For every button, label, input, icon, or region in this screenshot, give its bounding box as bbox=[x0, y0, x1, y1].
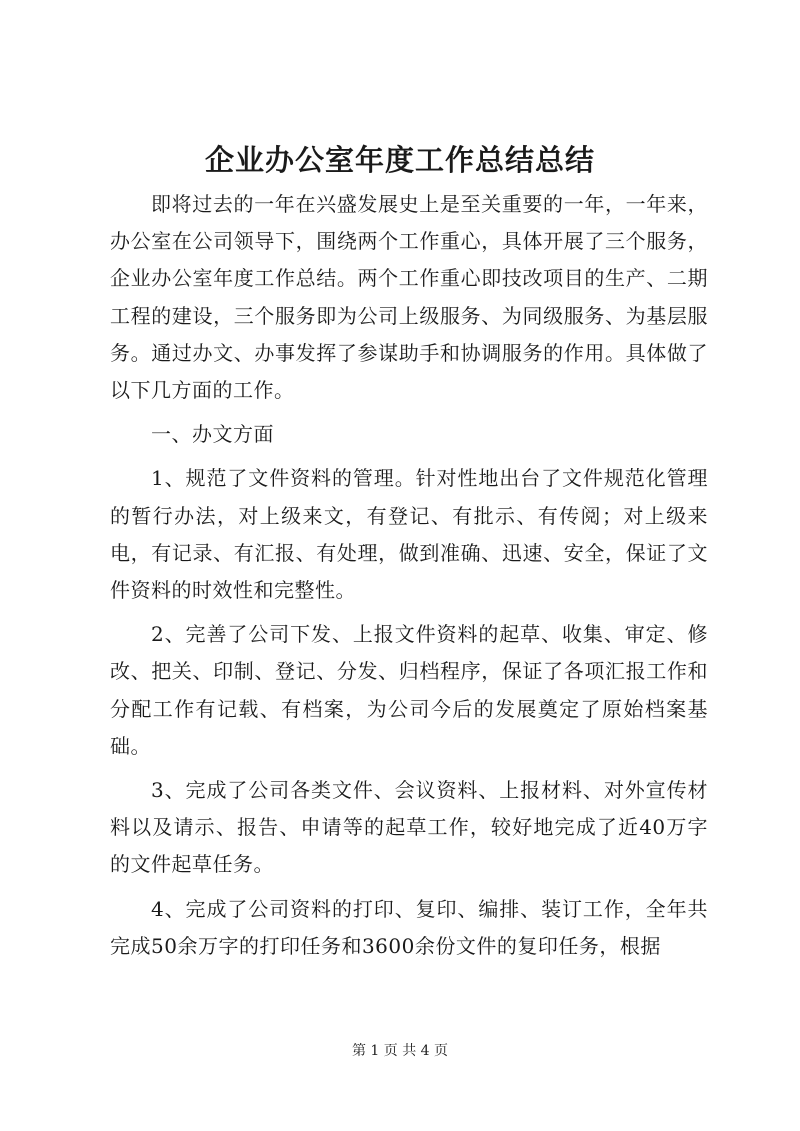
page-footer: 第 1 页 共 4 页 bbox=[351, 1043, 449, 1059]
paragraph-item-3: 3、完成了公司各类文件、会议资料、上报材料、对外宣传材料以及请示、报告、申请等的起草工作，较好地完成了近40万字的文件起草任务。 bbox=[110, 778, 708, 877]
section-heading-document-work: 一、办文方面 bbox=[151, 422, 274, 447]
paragraph-item-1: 1、规范了文件资料的管理。针对性地出台了文件规范化管理的暂行办法，对上级来文，有登记、有批示、有传阅；对上级来电，有记录、有汇报、有处理，做到准确、迅速、安全，保证了文件资料的时效性和完整性。 bbox=[110, 466, 708, 603]
paragraph-intro: 即将过去的一年在兴盛发展史上是至关重要的一年，一年来，办公室在公司领导下，围绕两个工作重心，具体开展了三个服务，企业办公室年度工作总结。两个工作重心即技改项目的生产、二期工程的建设，三个服务即为公司上级服务、为同级服务、为基层服务。通过办文、办事发挥了参谋助手和协调服务的作用。具体做了以下几方面的工作。 bbox=[110, 192, 708, 403]
document-body bbox=[110, 186, 708, 972]
document-title: 企业办公室年度工作总结总结 bbox=[204, 143, 595, 177]
paragraph-item-4: 4、完成了公司资料的打印、复印、编排、装订工作，全年共完成50余万字的打印任务和3600余份文件的复印任务，根据 bbox=[110, 896, 708, 958]
paragraph-item-2: 2、完善了公司下发、上报文件资料的起草、收集、审定、修改、把关、印制、登记、分发、归档程序，保证了各项汇报工作和分配工作有记载、有档案，为公司今后的发展奠定了原始档案基础。 bbox=[110, 622, 708, 758]
